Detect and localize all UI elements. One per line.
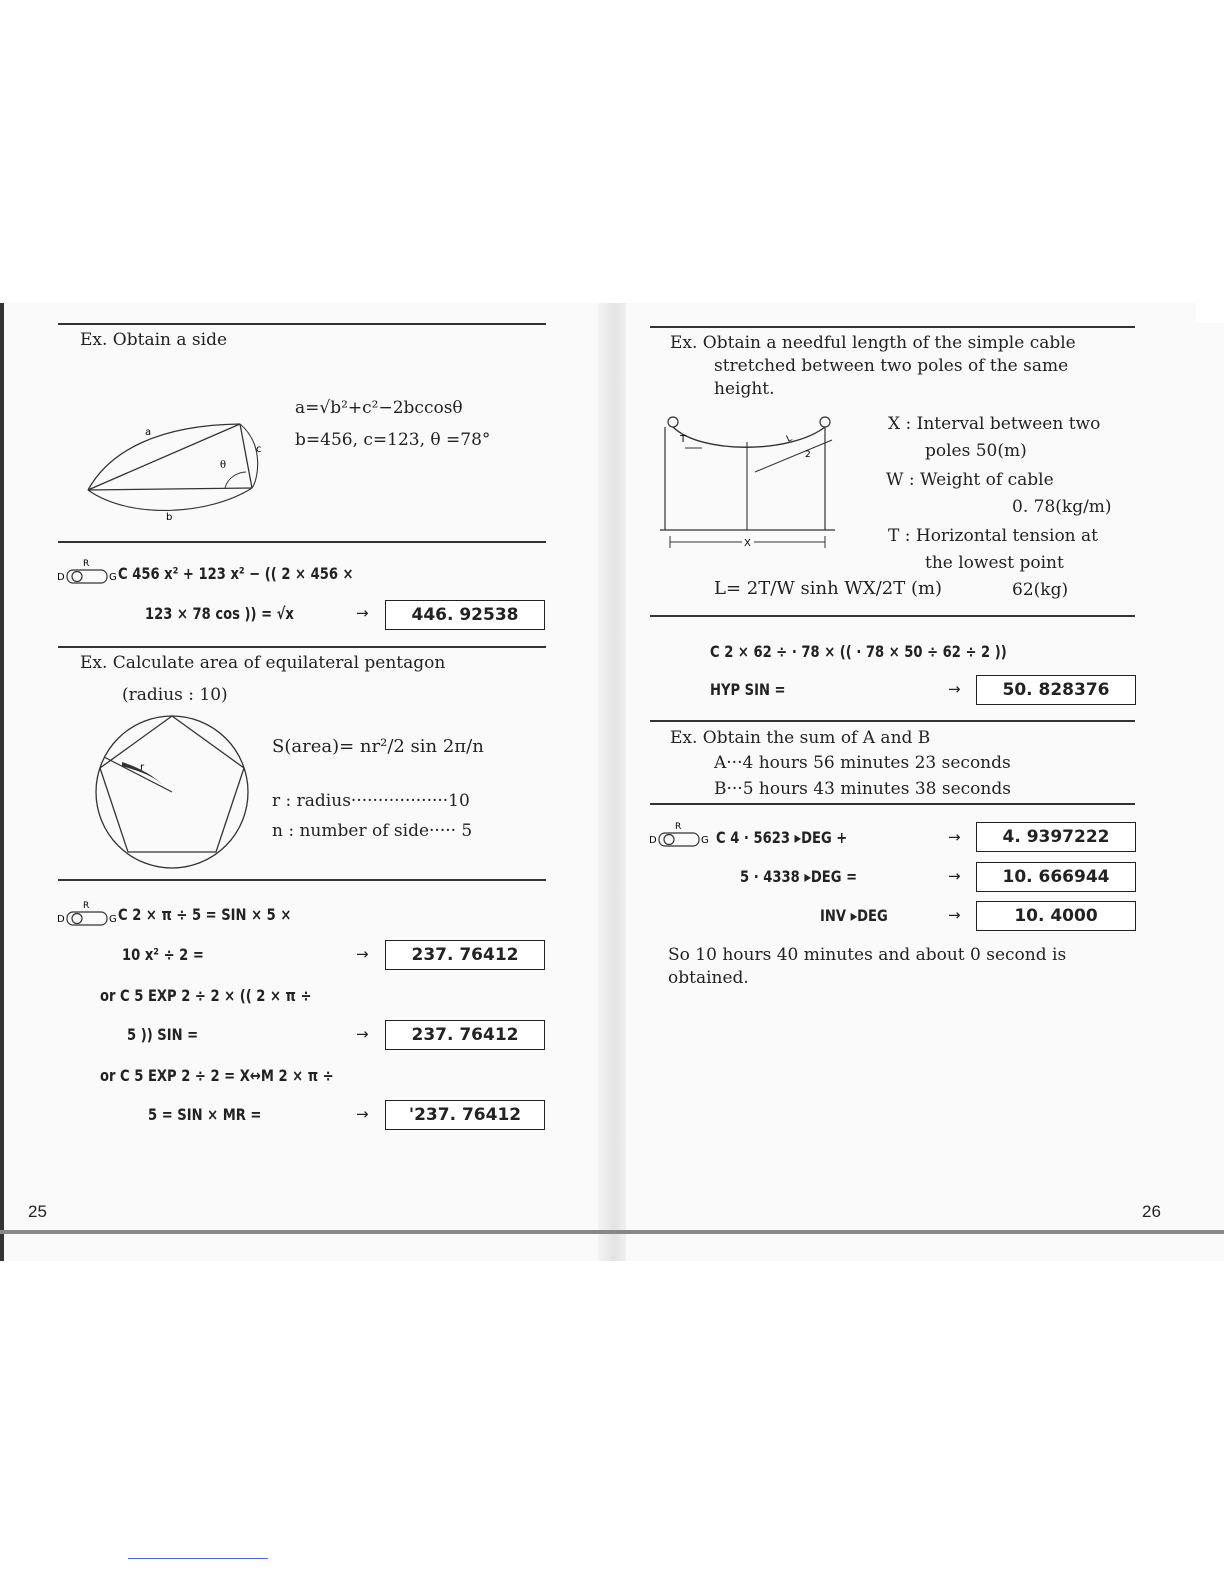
ex3-w-def2: 0. 78(kg/m) bbox=[1012, 497, 1112, 517]
section-rule bbox=[58, 323, 546, 325]
ex2-key-line6: 5 = SIN × MR = bbox=[148, 1105, 262, 1124]
result-display: 10. 666944 bbox=[976, 862, 1136, 892]
section-rule bbox=[58, 879, 546, 881]
triangle-diagram bbox=[80, 410, 270, 525]
ex2-r-def: r : radius··················10 bbox=[272, 791, 470, 811]
svg-text:D: D bbox=[649, 835, 657, 846]
arrow-icon: → bbox=[948, 680, 961, 698]
svg-text:r: r bbox=[140, 762, 145, 773]
ex3-title-line3: height. bbox=[714, 379, 775, 399]
svg-text:D: D bbox=[57, 914, 65, 925]
svg-text:X: X bbox=[744, 538, 751, 549]
svg-text:2: 2 bbox=[805, 450, 811, 460]
ex4-a-line: A···4 hours 56 minutes 23 seconds bbox=[714, 753, 1011, 773]
ex4-title: Ex. Obtain the sum of A and B bbox=[670, 728, 931, 748]
ex4-key-line3: INV ▸DEG bbox=[820, 906, 888, 925]
ex3-title-line2: stretched between two poles of the same bbox=[714, 356, 1069, 376]
arrow-icon: → bbox=[948, 906, 961, 924]
ex2-formula: S(area)= nr²/2 sin 2π/n bbox=[272, 736, 484, 757]
result-display: 50. 828376 bbox=[976, 675, 1136, 705]
ex3-t-def2: the lowest point bbox=[925, 553, 1064, 573]
switch-label-d: D bbox=[57, 572, 65, 583]
section-rule bbox=[58, 646, 546, 648]
ex4-b-line: B···5 hours 43 minutes 38 seconds bbox=[714, 779, 1011, 799]
ex1-key-line2: 123 × 78 cos )) = √x bbox=[145, 604, 294, 623]
arrow-icon: → bbox=[948, 867, 961, 885]
svg-text:b: b bbox=[166, 512, 173, 523]
ex2-title: Ex. Calculate area of equilateral pentagon bbox=[80, 653, 446, 673]
ex3-t-def3: 62(kg) bbox=[1012, 580, 1069, 600]
svg-text:G: G bbox=[701, 835, 709, 846]
svg-text:T: T bbox=[680, 434, 687, 445]
arrow-icon: → bbox=[356, 945, 369, 963]
switch-label-r: R bbox=[83, 559, 90, 569]
arrow-icon: → bbox=[948, 828, 961, 846]
ex4-key-line1: C 4 · 5623 ▸DEG + bbox=[716, 828, 848, 847]
ex1-formula: a=√b²+c²−2bccosθ bbox=[295, 398, 463, 418]
page-corner bbox=[1196, 303, 1224, 323]
ex3-x-def1: X : Interval between two bbox=[888, 414, 1101, 434]
cable-diagram bbox=[660, 412, 850, 557]
ex2-subtitle: (radius : 10) bbox=[122, 685, 228, 705]
page-number-right: 26 bbox=[1142, 1202, 1161, 1221]
result-display: 4. 9397222 bbox=[976, 822, 1136, 852]
arrow-icon: → bbox=[356, 1025, 369, 1043]
section-rule bbox=[650, 615, 1135, 617]
ex3-title-line1: Ex. Obtain a needful length of the simple cable bbox=[670, 333, 1076, 353]
ex3-key-line1: C 2 × 62 ÷ · 78 × (( · 78 × 50 ÷ 62 ÷ 2 )) bbox=[710, 642, 1007, 661]
ex4-conclusion-line2: obtained. bbox=[668, 968, 749, 988]
ex3-w-def1: W : Weight of cable bbox=[886, 470, 1054, 490]
page-edge bbox=[0, 303, 4, 1261]
ex2-n-def: n : number of side····· 5 bbox=[272, 821, 473, 841]
ex2-key-line2: 10 x² ÷ 2 = bbox=[122, 945, 204, 964]
svg-text:G: G bbox=[109, 914, 117, 925]
ex3-formula: L= 2T/W sinh WX/2T (m) bbox=[714, 578, 943, 599]
ex3-t-def1: T : Horizontal tension at bbox=[888, 526, 1099, 546]
link-underline bbox=[128, 1558, 268, 1559]
result-display: '237. 76412 bbox=[385, 1100, 545, 1130]
ex1-key-line1: C 456 x² + 123 x² − (( 2 × 456 × bbox=[118, 564, 354, 583]
section-rule bbox=[650, 326, 1135, 328]
pentagon-diagram bbox=[92, 712, 252, 872]
svg-text:a: a bbox=[145, 427, 152, 438]
ex2-key-line3: or C 5 EXP 2 ÷ 2 × (( 2 × π ÷ bbox=[100, 986, 312, 1005]
result-display: 237. 76412 bbox=[385, 1020, 545, 1050]
result-display: 10. 4000 bbox=[976, 901, 1136, 931]
bottom-edge bbox=[0, 1230, 1224, 1234]
book-gutter bbox=[598, 303, 626, 1261]
svg-text:θ: θ bbox=[220, 460, 227, 471]
result-display: 446. 92538 bbox=[385, 600, 545, 630]
ex4-conclusion-line1: So 10 hours 40 minutes and about 0 second is bbox=[668, 945, 1067, 965]
ex3-x-def2: poles 50(m) bbox=[925, 441, 1027, 461]
ex2-key-line1: C 2 × π ÷ 5 = SIN × 5 × bbox=[118, 905, 292, 924]
ex1-title: Ex. Obtain a side bbox=[80, 330, 228, 350]
svg-text:R: R bbox=[675, 822, 682, 832]
ex4-key-line2: 5 · 4338 ▸DEG = bbox=[740, 867, 858, 886]
arrow-icon: → bbox=[356, 1105, 369, 1123]
switch-label-g: G bbox=[109, 572, 117, 583]
section-rule bbox=[58, 541, 546, 543]
ex2-key-line4: 5 )) SIN = bbox=[127, 1025, 199, 1044]
section-rule bbox=[650, 803, 1135, 805]
svg-text:L: L bbox=[785, 433, 794, 445]
arrow-icon: → bbox=[356, 604, 369, 622]
ex2-key-line5: or C 5 EXP 2 ÷ 2 = X↔M 2 × π ÷ bbox=[100, 1066, 334, 1085]
section-rule bbox=[650, 720, 1135, 722]
page-number-left: 25 bbox=[28, 1202, 47, 1221]
result-display: 237. 76412 bbox=[385, 940, 545, 970]
svg-text:R: R bbox=[83, 901, 90, 911]
svg-text:c: c bbox=[256, 444, 262, 455]
ex3-key-line2: HYP SIN = bbox=[710, 680, 786, 699]
ex1-values: b=456, c=123, θ =78° bbox=[295, 430, 491, 450]
